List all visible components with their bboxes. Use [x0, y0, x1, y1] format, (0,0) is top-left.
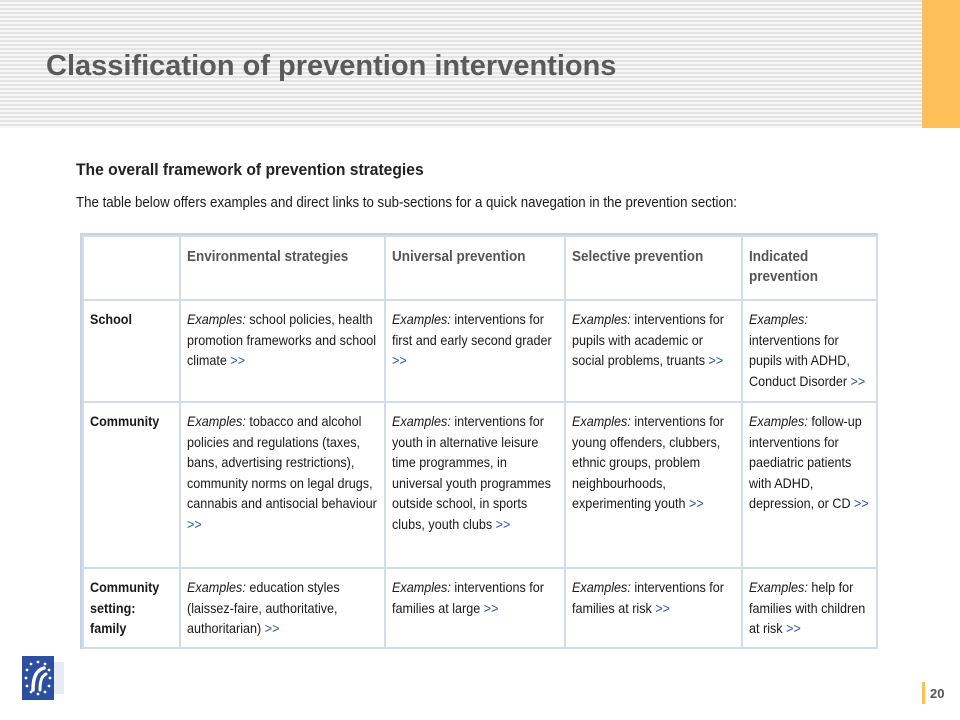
example-cell: Examples: school policies, health promotion frameworks and school climate >> — [180, 300, 385, 402]
example-cell: Examples: follow-up interventions for paediatric patients with ADHD, depression, or CD >> — [742, 402, 877, 568]
example-cell: Examples: help for families with children at risk >> — [742, 568, 877, 648]
section-link[interactable]: >> — [786, 620, 801, 636]
example-cell: Examples: interventions for youth in alternative leisure time programmes, in universal youth programmes outside school, in sports clubs, youth clubs >> — [385, 402, 565, 568]
section-link[interactable]: >> — [483, 599, 499, 616]
section-link[interactable]: >> — [655, 599, 671, 616]
column-header: Environmental strategies — [180, 236, 385, 300]
slide-title: Classification of prevention interventions — [46, 50, 617, 82]
section-link[interactable]: >> — [688, 495, 704, 511]
eu-agency-logo-icon — [22, 656, 64, 700]
table-row — [83, 568, 877, 648]
framework-intro: The table below offers examples and direct links to sub-sections for a quick navegation in the prevention section: — [76, 194, 737, 211]
example-cell: Examples: interventions for pupils with academic or social problems, truants >> — [565, 300, 742, 402]
prevention-framework-table — [80, 233, 878, 649]
column-header: Indicated prevention — [742, 236, 877, 300]
section-link[interactable]: >> — [187, 515, 202, 532]
example-cell: Examples: interventions for young offenders, clubbers, ethnic groups, problem neighbourhoods, experimenting youth >> — [565, 402, 742, 568]
section-link[interactable]: >> — [708, 352, 724, 368]
section-link[interactable]: >> — [854, 495, 869, 511]
table-row — [83, 300, 877, 402]
row-header: School — [83, 300, 180, 402]
section-link[interactable]: >> — [230, 352, 246, 368]
example-cell: Examples: interventions for pupils with ADHD, Conduct Disorder >> — [742, 300, 877, 402]
section-link[interactable]: >> — [850, 372, 866, 389]
framework-heading: The overall framework of prevention strategies — [76, 160, 424, 179]
section-link[interactable]: >> — [264, 620, 280, 636]
row-header: Community setting: family — [83, 568, 180, 648]
example-cell: Examples: tobacco and alcohol policies and regulations (taxes, bans, advertising restrictions), community norms on legal drugs, cannabis and antisocial behaviour >> — [180, 402, 385, 568]
corner-cell — [83, 236, 180, 300]
example-cell: Examples: interventions for first and early second grader >> — [385, 300, 565, 402]
table-header-row — [83, 236, 877, 300]
example-cell: Examples: interventions for families at risk >> — [565, 568, 742, 648]
table-row — [83, 402, 877, 568]
section-link[interactable]: >> — [495, 515, 511, 532]
example-cell: Examples: interventions for families at large >> — [385, 568, 565, 648]
page-number: 20 — [930, 686, 945, 701]
accent-bar — [922, 0, 960, 128]
column-header: Universal prevention — [385, 236, 565, 300]
page-number-separator — [922, 682, 925, 704]
example-cell: Examples: education styles (laissez-faire, authoritative, authoritarian) >> — [180, 568, 385, 648]
section-link[interactable]: >> — [392, 352, 407, 368]
row-header: Community — [83, 402, 180, 568]
column-header: Selective prevention — [565, 236, 742, 300]
